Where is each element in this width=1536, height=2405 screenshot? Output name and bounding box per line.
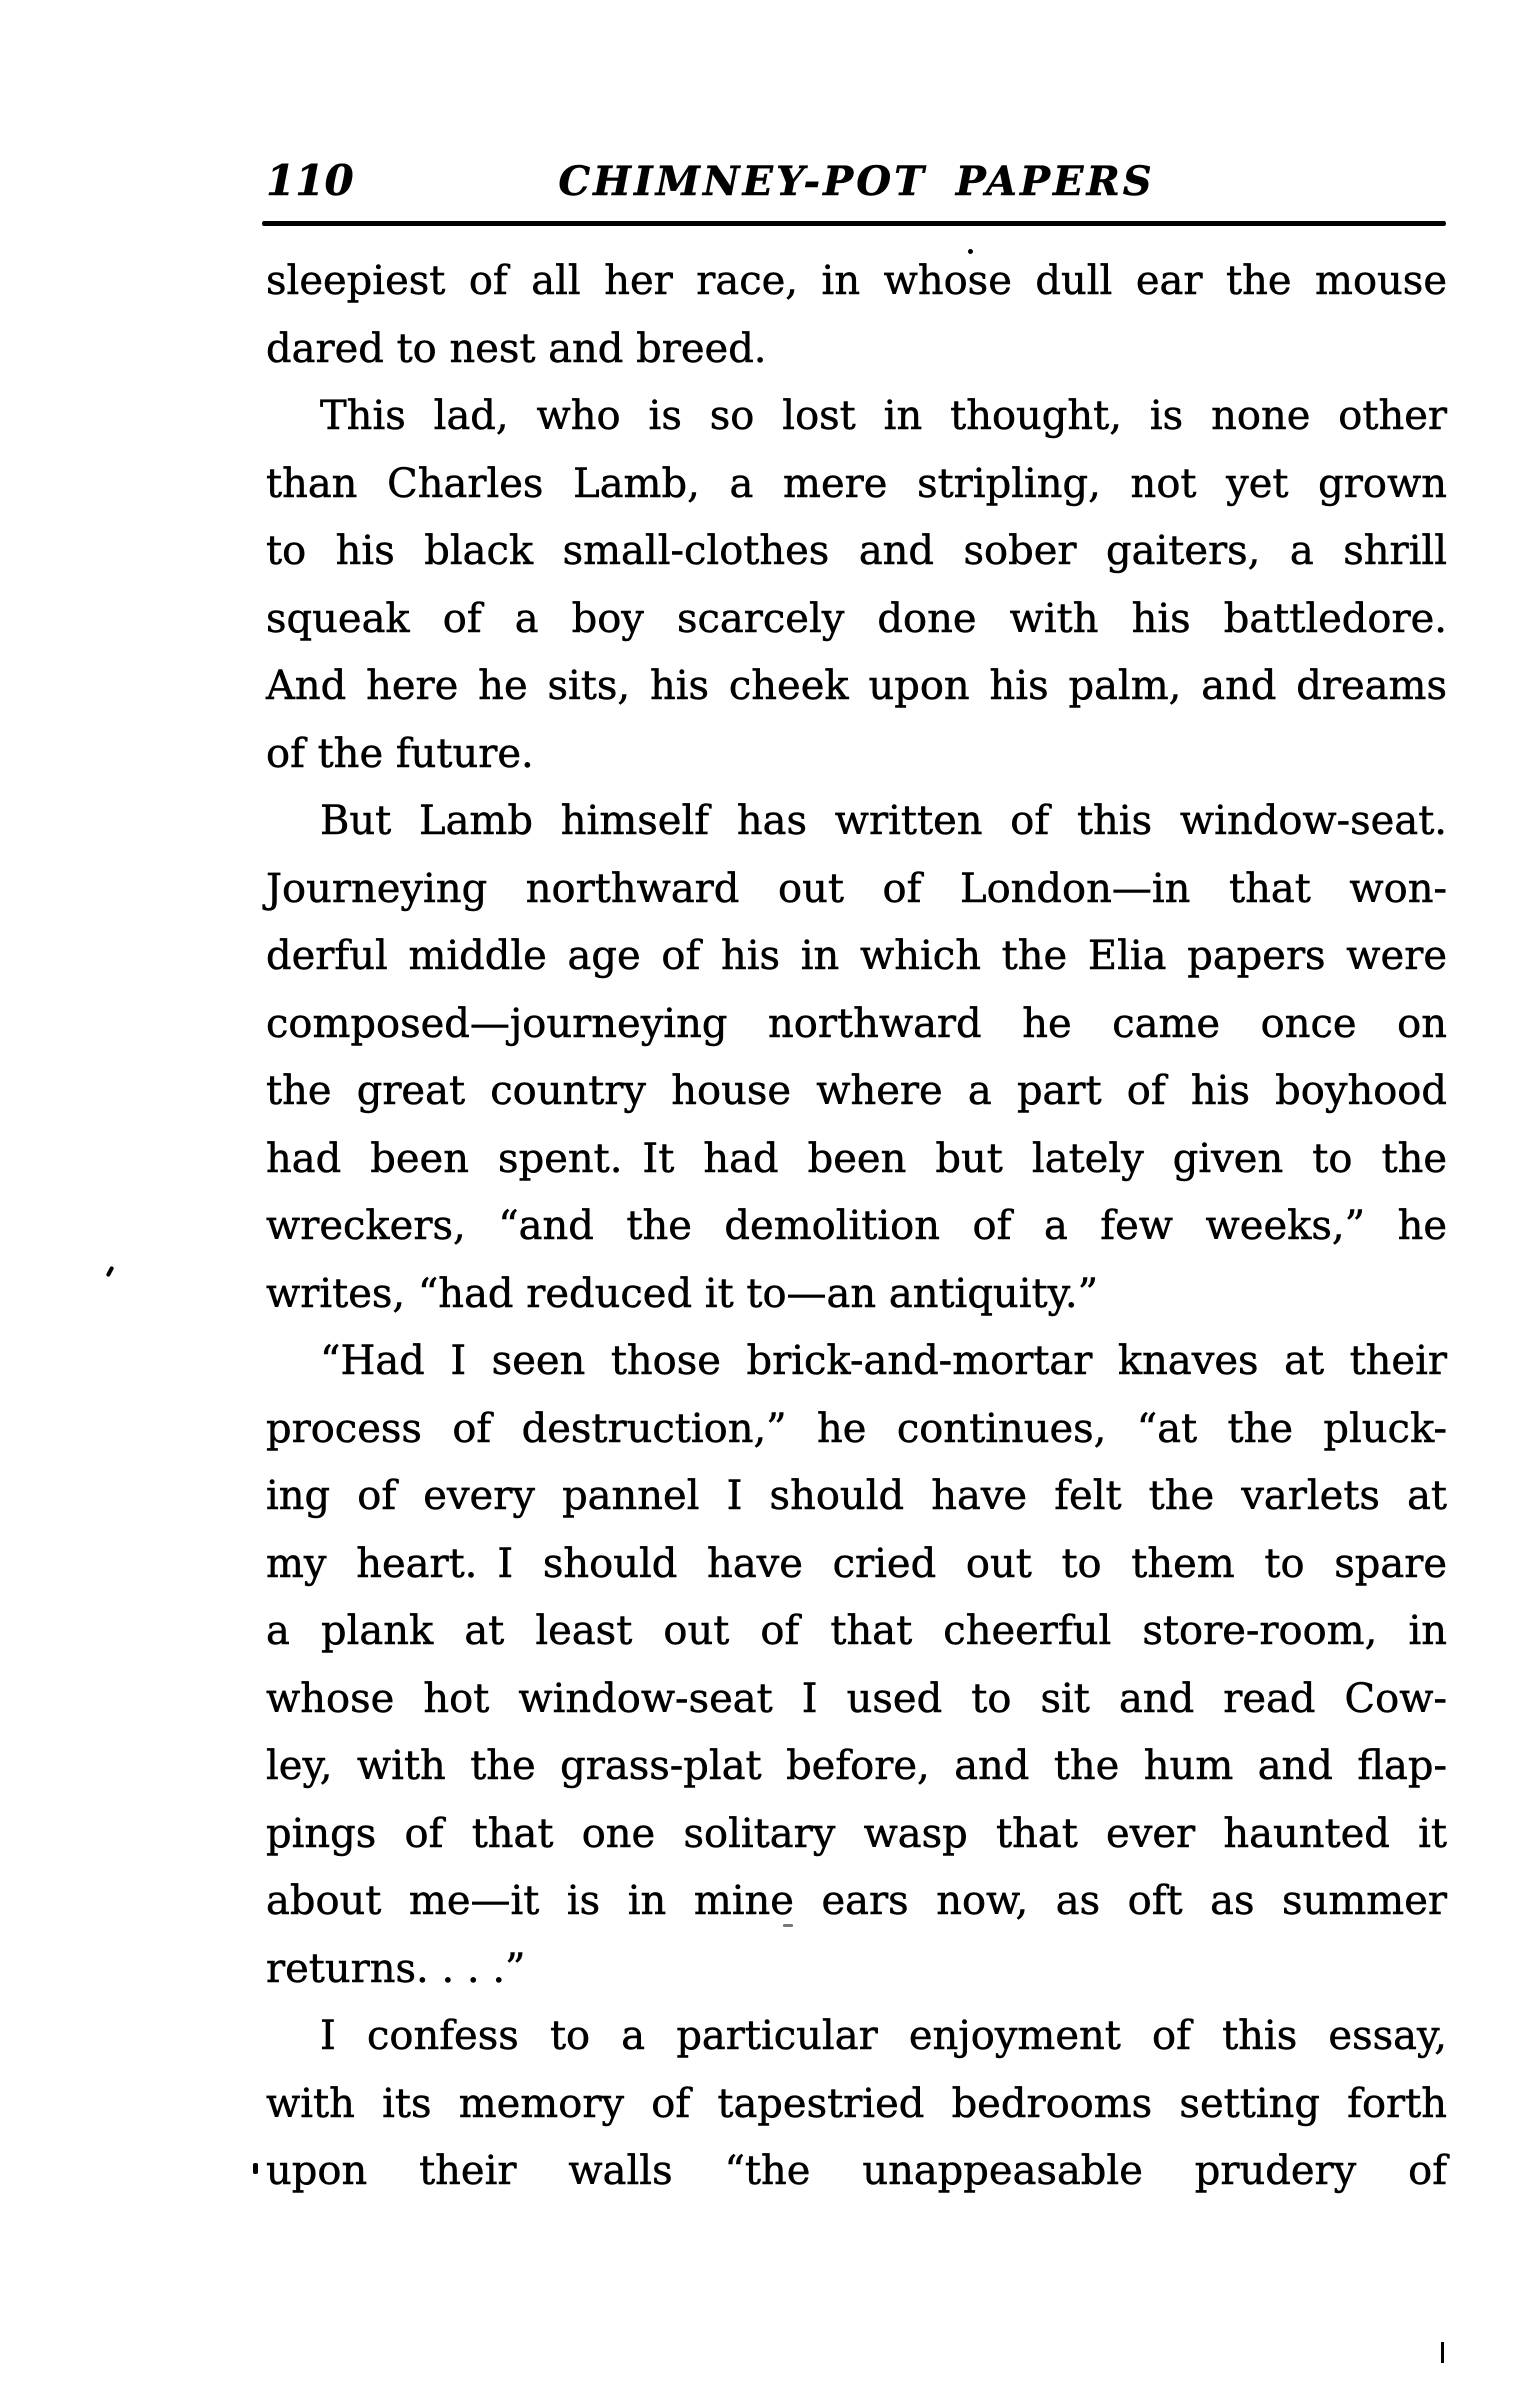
paragraph-4 xyxy=(266,1328,1447,2003)
text-line: writes, “had reduced it to—an antiquity.” xyxy=(266,1270,1099,1317)
text-line: derful middle age of his in which the Elia papers were xyxy=(266,933,1447,979)
paragraph-3 xyxy=(266,788,1447,1328)
paragraph-1 xyxy=(266,248,1447,383)
text-line: And here he sits, his cheek upon his palm, and dreams xyxy=(266,663,1447,709)
text-line: “Had I seen those brick-and-mortar knaves at their xyxy=(320,1338,1447,1384)
text-line: returns. . . .” xyxy=(266,1945,526,1992)
text-line: about me—it is in mine ears now, as oft as summer xyxy=(266,1878,1447,1924)
text-line: Journeying northward out of London—in that won- xyxy=(266,865,1447,912)
text-line: my heart. I should have cried out to them to spare xyxy=(266,1540,1447,1587)
paragraph-5 xyxy=(266,2003,1447,2206)
text-line: than Charles Lamb, a mere stripling, not yet grown xyxy=(266,460,1447,507)
body-text xyxy=(266,248,1447,2206)
text-line: composed—journeying northward he came once on xyxy=(266,1000,1447,1047)
text-line: process of destruction,” he continues, “at the pluck- xyxy=(266,1405,1447,1452)
text-line: had been spent. It had been but lately given to the xyxy=(266,1135,1447,1182)
text-line: whose hot window-seat I used to sit and read Cow- xyxy=(266,1675,1447,1722)
ink-speck xyxy=(253,2163,258,2174)
text-line: dared to nest and breed. xyxy=(266,325,767,372)
ink-speck xyxy=(106,1266,115,1278)
text-line: pings of that one solitary wasp that ever haunted it xyxy=(266,1810,1447,1857)
text-line: sleepiest of all her race, in whose dull ear the mouse xyxy=(266,258,1447,304)
text-line: ing of every pannel I should have felt the varlets at xyxy=(266,1473,1447,1519)
text-line: to his black small-clothes and sober gaiters, a shrill xyxy=(266,528,1447,574)
page-number: 110 xyxy=(266,156,354,205)
text-line: of the future. xyxy=(266,730,534,777)
text-line: This lad, who is so lost in thought, is none other xyxy=(320,393,1447,439)
text-line: wreckers, “and the demolition of a few weeks,” he xyxy=(266,1203,1447,1249)
text-line: ley, with the grass-plat before, and the hum and flap- xyxy=(266,1743,1447,1789)
ink-speck xyxy=(783,1924,793,1927)
header-rule xyxy=(262,221,1446,226)
text-line: squeak of a boy scarcely done with his battledore. xyxy=(266,595,1447,642)
text-line: upon their walls “the unappeasable prudery of xyxy=(266,2148,1447,2194)
ink-speck xyxy=(1441,2342,1444,2363)
text-line: I confess to a particular enjoyment of this essay, xyxy=(320,2013,1447,2059)
text-line: a plank at least out of that cheerful store-room, in xyxy=(266,1608,1447,1654)
running-header xyxy=(266,158,1447,210)
running-header-title: CHIMNEY-POT PAPERS xyxy=(558,158,1155,205)
ink-speck xyxy=(968,249,973,254)
text-line: But Lamb himself has written of this window-seat. xyxy=(320,798,1447,844)
text-line: with its memory of tapestried bedrooms setting forth xyxy=(266,2080,1447,2127)
text-line: the great country house where a part of his boyhood xyxy=(266,1068,1447,1114)
paragraph-2 xyxy=(266,383,1447,788)
